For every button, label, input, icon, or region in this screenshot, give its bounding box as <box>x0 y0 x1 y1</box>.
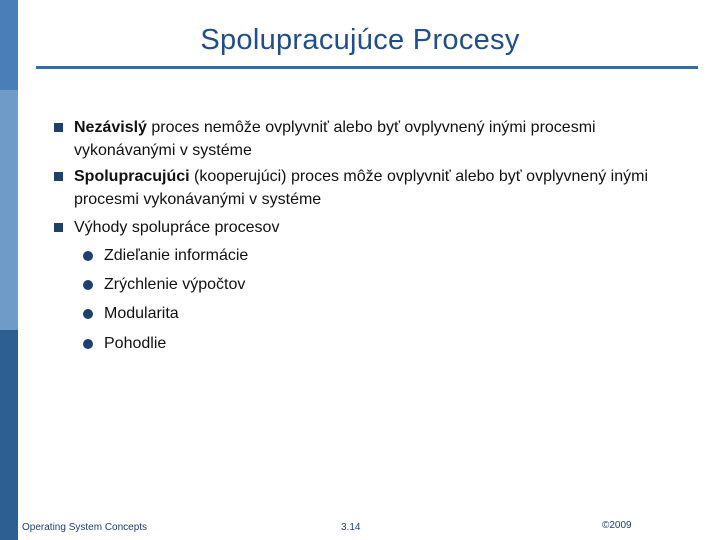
bullet-text <box>74 165 694 211</box>
sub-bullet-text: Pohodlie <box>104 335 167 352</box>
left-decorative-bar <box>0 0 18 540</box>
bullet-description: proces nemôže ovplyvniť alebo byť ovplyvnený inými procesmi vykonávanými v systéme <box>74 119 596 159</box>
left-bar-segment-middle <box>0 90 18 330</box>
round-bullet-icon <box>83 309 93 319</box>
square-bullet-icon <box>54 172 63 181</box>
sub-bullet-text: Zdieľanie informácie <box>104 247 249 264</box>
round-bullet-icon <box>83 251 93 261</box>
sub-bullet-text: Modularita <box>104 305 179 322</box>
bullet-bold-term: Nezávislý <box>74 119 147 136</box>
round-bullet-icon <box>83 339 93 349</box>
left-bar-segment-bottom <box>0 330 18 540</box>
bullet-description: Výhody spolupráce procesov <box>74 219 280 236</box>
sub-bullet-text: Zrýchlenie výpočtov <box>104 276 246 293</box>
bullet-description: (kooperujúci) proces môže ovplyvniť alebo byť ovplyvnený inými procesmi vykonávanými v systéme <box>74 168 649 208</box>
round-bullet-icon <box>83 280 93 290</box>
square-bullet-icon <box>54 223 63 232</box>
footer-copyright: ©2009 <box>602 520 632 531</box>
footer-page-number: 3.14 <box>341 522 361 533</box>
footer-book-title: Operating System Concepts <box>22 522 148 533</box>
bullet-text <box>74 216 694 239</box>
bullet-bold-term: Spolupracujúci <box>74 168 190 185</box>
slide-title: Spolupracujúce Procesy <box>200 24 520 56</box>
title-divider <box>36 66 698 69</box>
bullet-text <box>74 116 694 162</box>
left-bar-segment-top <box>0 0 18 90</box>
square-bullet-icon <box>54 123 63 132</box>
